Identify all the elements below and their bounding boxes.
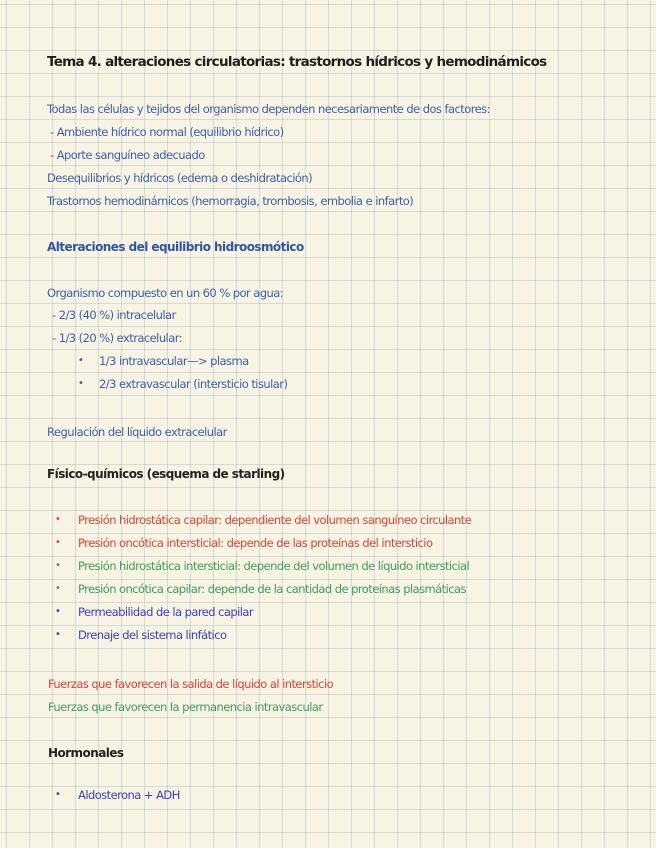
- legend-line: Fuerzas que favorecen la permanencia intravascular: [48, 700, 323, 714]
- bullet-icon: •: [55, 560, 61, 571]
- intro-item: - Ambiente hídrico normal (equilibrio hídrico): [50, 125, 284, 139]
- bullet-icon: •: [78, 378, 84, 389]
- section-heading: Físico-químicos (esquema de starling): [47, 467, 285, 481]
- bullet-icon: •: [55, 606, 61, 617]
- bullet-icon: •: [55, 629, 61, 640]
- bullet-icon: •: [55, 537, 61, 548]
- list-item: Aldosterona + ADH: [78, 788, 180, 802]
- bullet-icon: •: [55, 514, 61, 525]
- intro-line: Todas las células y tejidos del organismo dependen necesariamente de dos factores:: [47, 102, 490, 116]
- section-heading: Alteraciones del equilibrio hidroosmótico: [47, 240, 304, 254]
- list-item: Presión oncótica capilar: depende de la cantidad de proteínas plasmáticas: [78, 582, 466, 596]
- legend-line: Fuerzas que favorecen la salida de líquido al intersticio: [48, 677, 334, 691]
- intro-line: Desequilibrios y hídricos (edema o deshidratación): [47, 171, 313, 185]
- page-title: Tema 4. alteraciones circulatorias: trastornos hídricos y hemodinámicos: [47, 54, 547, 70]
- body-line: Regulación del líquido extracelular: [47, 425, 227, 439]
- bullet-icon: •: [78, 355, 84, 366]
- bullet-icon: •: [55, 583, 61, 594]
- list-item: Drenaje del sistema linfático: [78, 628, 227, 642]
- intro-item: - Aporte sanguíneo adecuado: [50, 148, 205, 162]
- section-heading: Hormonales: [48, 746, 124, 760]
- list-item: - 2/3 (40 %) intracelular: [52, 308, 176, 322]
- list-item: Presión oncótica intersticial: depende de las proteínas del intersticio: [78, 536, 433, 550]
- list-item: Presión hidrostática intersticial: depende del volumen de líquido intersticial: [78, 559, 470, 573]
- list-item: - 1/3 (20 %) extracelular:: [52, 331, 183, 345]
- list-item: 2/3 extravascular (intersticio tisular): [99, 377, 288, 391]
- list-item: Permeabilidad de la pared capilar: [78, 605, 254, 619]
- body-line: Organismo compuesto en un 60 % por agua:: [47, 286, 284, 300]
- intro-line: Trastornos hemodinámicos (hemorragia, trombosis, embolia e infarto): [47, 194, 414, 208]
- list-item: Presión hidrostática capilar: dependiente del volumen sanguíneo circulante: [78, 513, 472, 527]
- bullet-icon: •: [55, 789, 61, 800]
- list-item: 1/3 intravascular—> plasma: [99, 354, 249, 368]
